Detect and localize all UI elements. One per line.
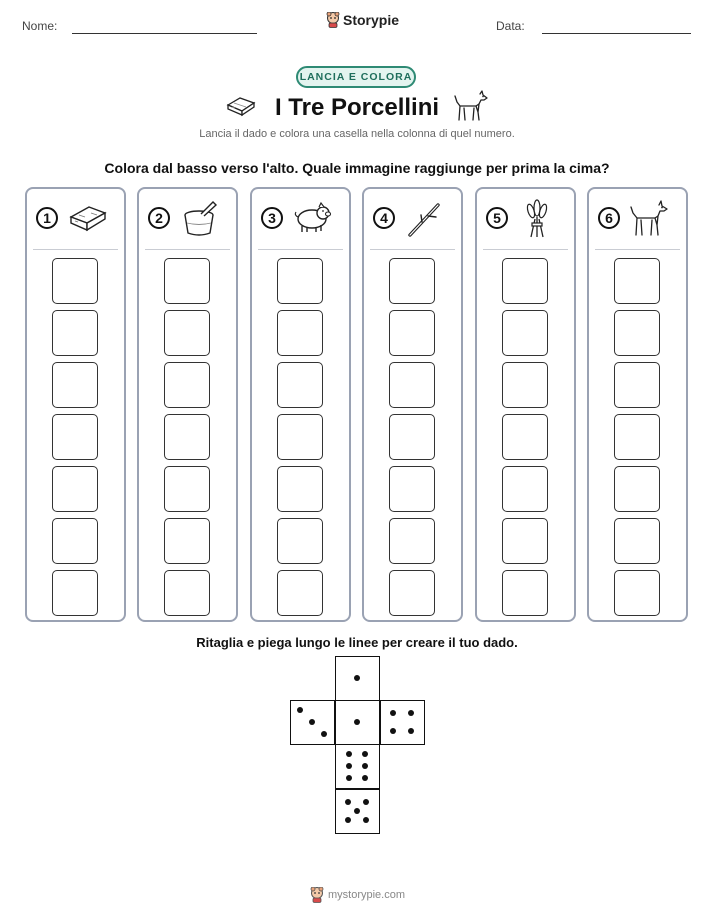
color-box[interactable] bbox=[614, 570, 660, 616]
color-box[interactable] bbox=[389, 362, 435, 408]
color-box[interactable] bbox=[164, 414, 210, 460]
color-box[interactable] bbox=[502, 570, 548, 616]
color-box[interactable] bbox=[502, 466, 548, 512]
color-box[interactable] bbox=[502, 414, 548, 460]
die-face-6 bbox=[335, 744, 380, 789]
coloring-instruction: Colora dal basso verso l'alto. Quale immagine raggiunge per prima la cima? bbox=[104, 160, 610, 176]
die-face-1 bbox=[335, 656, 380, 701]
footer-url: mystorypie.com bbox=[328, 889, 406, 901]
column-4 bbox=[362, 187, 463, 622]
name-line bbox=[72, 33, 257, 34]
wolf-icon bbox=[629, 199, 671, 239]
color-box[interactable] bbox=[52, 466, 98, 512]
color-box[interactable] bbox=[277, 570, 323, 616]
color-box[interactable] bbox=[277, 414, 323, 460]
column-number: 1 bbox=[36, 207, 58, 229]
wolf-icon bbox=[454, 90, 490, 127]
die-pip bbox=[408, 710, 414, 716]
storypie-mascot-icon bbox=[326, 12, 340, 28]
column-number: 5 bbox=[486, 207, 508, 229]
column-5 bbox=[475, 187, 576, 622]
die-pip bbox=[354, 719, 360, 725]
die-pip bbox=[362, 775, 368, 781]
column-3 bbox=[250, 187, 351, 622]
die-pip bbox=[362, 763, 368, 769]
color-box[interactable] bbox=[52, 414, 98, 460]
mortar-bucket-icon bbox=[179, 199, 221, 239]
column-divider bbox=[483, 249, 568, 250]
color-box[interactable] bbox=[614, 310, 660, 356]
straw-bundle-icon bbox=[517, 199, 559, 239]
name-label: Nome: bbox=[22, 19, 58, 33]
color-box[interactable] bbox=[502, 258, 548, 304]
die-pip bbox=[390, 710, 396, 716]
color-box[interactable] bbox=[502, 362, 548, 408]
color-box[interactable] bbox=[277, 310, 323, 356]
die-pip bbox=[346, 751, 352, 757]
die-instruction: Ritaglia e piega lungo le linee per creare il tuo dado. bbox=[196, 635, 518, 650]
die-face-3 bbox=[290, 700, 335, 745]
color-box[interactable] bbox=[52, 310, 98, 356]
color-box[interactable] bbox=[389, 466, 435, 512]
column-number: 4 bbox=[373, 207, 395, 229]
date-line bbox=[542, 33, 691, 34]
die-face-4 bbox=[380, 700, 425, 745]
die-pip bbox=[363, 817, 369, 823]
die-pip bbox=[362, 751, 368, 757]
column-number: 2 bbox=[148, 207, 170, 229]
color-box[interactable] bbox=[52, 518, 98, 564]
die-pip bbox=[408, 728, 414, 734]
color-box[interactable] bbox=[389, 570, 435, 616]
die-pip bbox=[346, 763, 352, 769]
color-box[interactable] bbox=[52, 570, 98, 616]
color-box[interactable] bbox=[164, 570, 210, 616]
color-box[interactable] bbox=[502, 518, 548, 564]
color-box[interactable] bbox=[164, 258, 210, 304]
color-box[interactable] bbox=[614, 518, 660, 564]
die-pip bbox=[363, 799, 369, 805]
die-pip bbox=[321, 731, 327, 737]
color-box[interactable] bbox=[164, 310, 210, 356]
page-subtitle: Lancia il dado e colora una casella nella colonna di quel numero. bbox=[199, 128, 515, 140]
color-box[interactable] bbox=[614, 258, 660, 304]
die-pip bbox=[345, 817, 351, 823]
color-box[interactable] bbox=[389, 518, 435, 564]
color-box[interactable] bbox=[52, 362, 98, 408]
storypie-mascot-icon bbox=[310, 887, 324, 903]
color-box[interactable] bbox=[164, 466, 210, 512]
color-box[interactable] bbox=[277, 362, 323, 408]
color-box[interactable] bbox=[164, 362, 210, 408]
color-box[interactable] bbox=[277, 466, 323, 512]
color-box[interactable] bbox=[389, 258, 435, 304]
column-2 bbox=[137, 187, 238, 622]
color-box[interactable] bbox=[502, 310, 548, 356]
color-box[interactable] bbox=[277, 258, 323, 304]
color-box[interactable] bbox=[389, 414, 435, 460]
brand-logo bbox=[326, 12, 399, 28]
die-pip bbox=[345, 799, 351, 805]
brand-name: Storypie bbox=[343, 12, 400, 28]
die-pip bbox=[354, 808, 360, 814]
color-box[interactable] bbox=[614, 414, 660, 460]
die-face-1 bbox=[335, 700, 380, 745]
column-number: 3 bbox=[261, 207, 283, 229]
activity-badge: LANCIA E COLORA bbox=[296, 66, 416, 88]
pig-icon bbox=[292, 199, 334, 239]
column-divider bbox=[145, 249, 230, 250]
die-pip bbox=[346, 775, 352, 781]
column-divider bbox=[258, 249, 343, 250]
color-box[interactable] bbox=[164, 518, 210, 564]
brick-icon bbox=[67, 199, 109, 239]
footer bbox=[310, 887, 405, 903]
color-box[interactable] bbox=[389, 310, 435, 356]
column-divider bbox=[33, 249, 118, 250]
die-face-5 bbox=[335, 789, 380, 834]
die-pip bbox=[354, 675, 360, 681]
column-6 bbox=[587, 187, 688, 622]
column-divider bbox=[370, 249, 455, 250]
die-pip bbox=[309, 719, 315, 725]
color-box[interactable] bbox=[614, 362, 660, 408]
color-box[interactable] bbox=[277, 518, 323, 564]
die-pip bbox=[297, 707, 303, 713]
column-1 bbox=[25, 187, 126, 622]
column-divider bbox=[595, 249, 680, 250]
page-title: I Tre Porcellini bbox=[274, 94, 440, 121]
date-label: Data: bbox=[496, 19, 525, 33]
stick-icon bbox=[404, 199, 446, 239]
die-pip bbox=[390, 728, 396, 734]
column-number: 6 bbox=[598, 207, 620, 229]
color-box[interactable] bbox=[614, 466, 660, 512]
color-box[interactable] bbox=[52, 258, 98, 304]
